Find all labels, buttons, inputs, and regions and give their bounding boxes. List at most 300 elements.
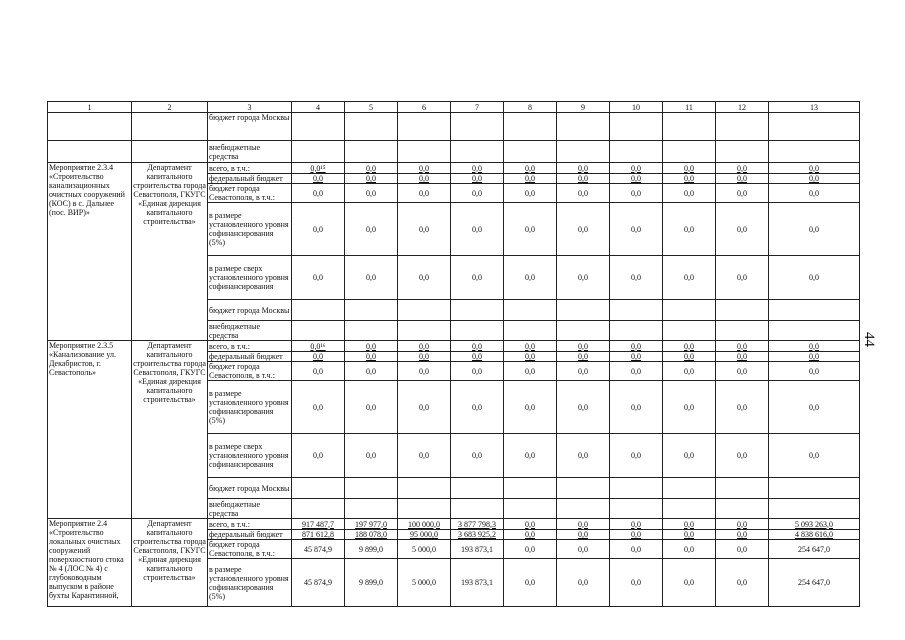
value-text: 193 873,1 [461, 578, 493, 587]
source-label: внебюджетные средства [208, 141, 292, 163]
value-cell [292, 530, 345, 540]
value-cell [610, 559, 663, 607]
value-cell [769, 478, 860, 499]
value-cell [769, 256, 860, 300]
value-text: 917 487,7 [302, 519, 334, 529]
value-cell [663, 113, 716, 141]
value-cell [451, 434, 504, 478]
measure-name: Мероприятие 2.4 «Строительство локальных очистных сооружений поверхностного стока № 4 (ЛОС № 4) с глубоководным выпуском в районе бухты Карантинной, [48, 519, 132, 607]
value-text: 45 874,9 [304, 544, 332, 554]
value-cell [398, 362, 451, 381]
value-text: 0,0 [419, 273, 429, 282]
value-text: 5 000,0 [412, 544, 436, 554]
value-cell [610, 163, 663, 174]
header-cell: 9 [557, 102, 610, 113]
value-cell [345, 184, 398, 203]
value-text: 0,0 [631, 366, 641, 376]
value-text: 0,0 [684, 341, 694, 351]
value-cell [610, 530, 663, 540]
value-cell [504, 184, 557, 203]
source-label: федеральный бюджет [208, 530, 292, 540]
table-row [48, 113, 860, 141]
value-cell [663, 321, 716, 341]
value-cell [504, 163, 557, 174]
value-text: 871 612,8 [302, 530, 334, 539]
value-cell [663, 256, 716, 300]
value-cell [451, 256, 504, 300]
value-cell [663, 434, 716, 478]
value-text: 0,0 [809, 341, 819, 351]
value-text: 0,0 [631, 519, 641, 529]
value-cell [292, 174, 345, 184]
value-text: 0,0 [631, 402, 641, 412]
value-text: 0,0 [366, 451, 376, 460]
header-cell: 2 [132, 102, 208, 113]
header-cell: 13 [769, 102, 860, 113]
value-cell [292, 163, 345, 174]
value-cell [769, 530, 860, 540]
value-text: 0,0 [737, 352, 747, 361]
value-cell [557, 341, 610, 352]
value-cell [716, 321, 769, 341]
source-label: бюджет города Москвы [208, 478, 292, 499]
value-cell [345, 321, 398, 341]
value-cell [451, 499, 504, 519]
value-cell [610, 174, 663, 184]
value-cell [504, 341, 557, 352]
value-cell [345, 256, 398, 300]
value-text: 0,0 [472, 341, 482, 351]
value-text: 0,0 [737, 174, 747, 183]
value-text: 0,0 [525, 352, 535, 361]
value-cell [663, 341, 716, 352]
header-cell: 11 [663, 102, 716, 113]
value-text: 0,0 [809, 402, 819, 412]
value-text: 0,0 [366, 402, 376, 412]
value-cell [345, 559, 398, 607]
measure-executor: Департамент капитального строительства города Севастополя, ГКУГС «Единая дирекция капитального строительства» [132, 341, 208, 519]
value-cell [398, 478, 451, 499]
value-text: 0,0 [419, 174, 429, 183]
value-text: 0,0 [578, 451, 588, 460]
header-cell: 1 [48, 102, 132, 113]
executor-cell [132, 141, 208, 163]
value-cell [769, 540, 860, 559]
value-text: 0,0 [578, 174, 588, 183]
value-text: 0,0 [631, 163, 641, 173]
value-cell [557, 174, 610, 184]
value-text: 0,0 [684, 366, 694, 376]
value-cell [504, 519, 557, 530]
value-cell [769, 184, 860, 203]
value-cell [557, 113, 610, 141]
value-cell [292, 519, 345, 530]
value-cell [769, 174, 860, 184]
value-cell [451, 478, 504, 499]
value-cell [504, 174, 557, 184]
value-cell [345, 530, 398, 540]
value-cell [451, 341, 504, 352]
value-cell [398, 352, 451, 362]
value-cell [716, 499, 769, 519]
value-cell [663, 203, 716, 256]
measure-name-cell [48, 113, 132, 141]
value-text: 0,0 [366, 273, 376, 282]
value-text: 0,0 [472, 366, 482, 376]
value-text: 0,0 [684, 451, 694, 460]
value-cell [663, 499, 716, 519]
value-cell [716, 203, 769, 256]
value-text: 0,0 [313, 366, 323, 376]
value-cell [716, 559, 769, 607]
value-cell [716, 174, 769, 184]
value-text: 4 838 616,0 [795, 530, 833, 539]
value-cell [716, 362, 769, 381]
value-cell [663, 540, 716, 559]
value-text: 0,0 [684, 544, 694, 554]
value-cell [769, 321, 860, 341]
value-text: 0,0 [737, 366, 747, 376]
value-cell [504, 300, 557, 321]
value-text: 0,0 [525, 366, 535, 376]
value-cell [451, 362, 504, 381]
value-cell [292, 362, 345, 381]
value-cell [451, 141, 504, 163]
value-cell [292, 499, 345, 519]
table-row [48, 141, 860, 163]
value-cell [292, 113, 345, 141]
value-cell [557, 300, 610, 321]
table-row [48, 163, 860, 174]
value-cell [716, 141, 769, 163]
value-text: 0,0 [809, 366, 819, 376]
value-text: 100 000,0 [408, 519, 440, 529]
value-cell [610, 184, 663, 203]
value-text: 0,0 [684, 402, 694, 412]
value-cell [610, 141, 663, 163]
value-cell [769, 163, 860, 174]
value-text: 3 683 925,2 [458, 530, 496, 539]
value-cell [610, 300, 663, 321]
value-text: 0,0 [472, 352, 482, 361]
value-cell [451, 113, 504, 141]
value-cell [398, 203, 451, 256]
value-text: 0,0 [809, 188, 819, 198]
value-cell [504, 352, 557, 362]
value-cell [769, 559, 860, 607]
value-cell [557, 321, 610, 341]
value-cell [663, 352, 716, 362]
value-cell [610, 341, 663, 352]
header-cell: 7 [451, 102, 504, 113]
value-text: 0,0 [313, 352, 323, 361]
value-cell [451, 530, 504, 540]
value-text: 0,0 [809, 451, 819, 460]
value-text: 0,0 [578, 341, 588, 351]
value-cell [345, 300, 398, 321]
value-cell [769, 300, 860, 321]
value-cell [451, 300, 504, 321]
value-cell [769, 113, 860, 141]
value-cell [716, 530, 769, 540]
value-cell [663, 141, 716, 163]
value-text: 0,0¹⁵ [310, 163, 326, 173]
value-cell [451, 203, 504, 256]
value-text: 0,0 [525, 188, 535, 198]
value-text: 0,0 [472, 451, 482, 460]
value-cell [769, 381, 860, 434]
value-text: 0,0 [578, 578, 588, 587]
source-label: внебюджетные средства [208, 499, 292, 519]
value-cell [504, 499, 557, 519]
value-text: 0,0 [525, 341, 535, 351]
header-row [48, 102, 860, 113]
value-text: 0,0 [525, 163, 535, 173]
value-cell [345, 519, 398, 530]
value-text: 0,0 [578, 519, 588, 529]
value-cell [610, 478, 663, 499]
value-text: 0,0 [631, 341, 641, 351]
value-cell [451, 540, 504, 559]
value-cell [398, 141, 451, 163]
value-text: 0,0 [684, 224, 694, 234]
value-text: 0,0 [472, 163, 482, 173]
value-text: 0,0¹⁶ [310, 341, 326, 351]
value-text: 0,0 [578, 530, 588, 539]
value-text: 0,0 [809, 163, 819, 173]
value-cell [398, 499, 451, 519]
value-cell [663, 300, 716, 321]
value-text: 0,0 [419, 163, 429, 173]
value-text: 0,0 [366, 341, 376, 351]
value-text: 0,0 [578, 402, 588, 412]
value-text: 9 899,0 [359, 544, 383, 554]
value-text: 254 647,0 [798, 578, 830, 587]
value-cell [345, 141, 398, 163]
value-cell [504, 540, 557, 559]
value-cell [557, 540, 610, 559]
value-cell [345, 113, 398, 141]
value-text: 0,0 [472, 188, 482, 198]
table-row [48, 341, 860, 352]
value-cell [716, 163, 769, 174]
value-cell [292, 352, 345, 362]
value-cell [716, 519, 769, 530]
source-label: всего, в т.ч.: [208, 163, 292, 174]
value-cell [769, 499, 860, 519]
value-cell [716, 381, 769, 434]
value-text: 0,0 [472, 174, 482, 183]
value-cell [557, 256, 610, 300]
value-cell [398, 321, 451, 341]
value-cell [557, 184, 610, 203]
value-cell [716, 478, 769, 499]
value-text: 0,0 [578, 366, 588, 376]
value-cell [663, 184, 716, 203]
value-cell [663, 530, 716, 540]
value-cell [292, 341, 345, 352]
value-cell [292, 559, 345, 607]
value-text: 0,0 [737, 341, 747, 351]
value-text: 0,0 [737, 402, 747, 412]
value-cell [292, 141, 345, 163]
value-text: 0,0 [631, 352, 641, 361]
value-cell [716, 113, 769, 141]
value-cell [610, 362, 663, 381]
value-text: 0,0 [419, 402, 429, 412]
value-cell [610, 434, 663, 478]
measure-name-cell [48, 141, 132, 163]
value-text: 0,0 [631, 451, 641, 460]
source-label: федеральный бюджет [208, 174, 292, 184]
value-cell [345, 540, 398, 559]
value-text: 9 899,0 [359, 578, 383, 587]
value-text: 5 093 263,0 [795, 519, 833, 529]
value-cell [610, 321, 663, 341]
value-cell [292, 381, 345, 434]
value-cell [504, 362, 557, 381]
value-cell [769, 519, 860, 530]
value-text: 0,0 [366, 352, 376, 361]
value-cell [610, 113, 663, 141]
budget-table [47, 101, 860, 607]
value-cell [451, 184, 504, 203]
source-label: внебюджетные средства [208, 321, 292, 341]
value-cell [769, 352, 860, 362]
source-label: бюджет города Севастополя, в т.ч.: [208, 540, 292, 559]
value-text: 0,0 [737, 224, 747, 234]
value-cell [769, 341, 860, 352]
measure-executor: Департамент капитального строительства города Севастополя, ГКУГС «Единая дирекция капитального строительства» [132, 519, 208, 607]
value-cell [716, 540, 769, 559]
source-label: в размере установленного уровня софинансирования (5%) [208, 381, 292, 434]
value-cell [504, 381, 557, 434]
value-cell [716, 434, 769, 478]
value-text: 5 000,0 [412, 578, 436, 587]
value-cell [769, 434, 860, 478]
measure-name: Мероприятие 2.3.5 «Канализование ул. Декабристов, г. Севастополь» [48, 341, 132, 519]
source-label: бюджет города Москвы [208, 113, 292, 141]
source-label: всего, в т.ч.: [208, 519, 292, 530]
source-label: федеральный бюджет [208, 352, 292, 362]
value-cell [504, 321, 557, 341]
value-cell [716, 352, 769, 362]
value-cell [451, 163, 504, 174]
value-text: 0,0 [809, 224, 819, 234]
value-cell [398, 519, 451, 530]
value-cell [345, 341, 398, 352]
value-text: 0,0 [366, 188, 376, 198]
value-text: 0,0 [684, 273, 694, 282]
source-label: в размере установленного уровня софинансирования (5%) [208, 203, 292, 256]
value-cell [557, 141, 610, 163]
value-text: 3 877 798,3 [458, 519, 496, 529]
value-text: 0,0 [631, 174, 641, 183]
value-text: 0,0 [578, 544, 588, 554]
value-cell [292, 203, 345, 256]
value-text: 0,0 [737, 188, 747, 198]
header-cell: 3 [208, 102, 292, 113]
value-cell [398, 163, 451, 174]
value-cell [345, 478, 398, 499]
value-cell [504, 478, 557, 499]
value-text: 0,0 [525, 224, 535, 234]
value-cell [451, 352, 504, 362]
value-cell [610, 203, 663, 256]
value-text: 0,0 [472, 224, 482, 234]
value-cell [451, 174, 504, 184]
value-text: 0,0 [737, 273, 747, 282]
value-cell [557, 559, 610, 607]
value-cell [557, 499, 610, 519]
value-cell [504, 113, 557, 141]
value-cell [610, 256, 663, 300]
value-text: 0,0 [419, 224, 429, 234]
value-cell [292, 300, 345, 321]
source-label: бюджет города Севастополя, в т.ч.: [208, 362, 292, 381]
value-text: 197 977,0 [355, 519, 387, 529]
value-cell [663, 163, 716, 174]
value-cell [557, 434, 610, 478]
value-text: 0,0 [419, 352, 429, 361]
value-cell [398, 256, 451, 300]
value-text: 193 873,1 [461, 544, 493, 554]
value-cell [504, 141, 557, 163]
source-label: бюджет города Москвы [208, 300, 292, 321]
value-text: 0,0 [737, 163, 747, 173]
value-text: 0,0 [684, 188, 694, 198]
value-text: 0,0 [737, 519, 747, 529]
value-text: 0,0 [525, 530, 535, 539]
value-text: 0,0 [366, 366, 376, 376]
value-cell [451, 519, 504, 530]
value-cell [504, 434, 557, 478]
value-cell [345, 362, 398, 381]
value-text: 0,0 [737, 530, 747, 539]
value-text: 0,0 [684, 352, 694, 361]
value-cell [398, 434, 451, 478]
value-cell [504, 256, 557, 300]
value-cell [345, 163, 398, 174]
value-cell [398, 174, 451, 184]
value-cell [557, 362, 610, 381]
value-cell [451, 321, 504, 341]
value-text: 0,0 [578, 352, 588, 361]
table-row [48, 519, 860, 530]
value-cell [292, 434, 345, 478]
value-text: 0,0 [578, 273, 588, 282]
value-cell [557, 530, 610, 540]
value-cell [769, 203, 860, 256]
value-text: 0,0 [419, 341, 429, 351]
value-cell [398, 113, 451, 141]
value-text: 0,0 [313, 224, 323, 234]
value-cell [610, 540, 663, 559]
value-cell [769, 362, 860, 381]
value-cell [769, 141, 860, 163]
value-text: 0,0 [578, 163, 588, 173]
value-text: 0,0 [525, 451, 535, 460]
value-cell [345, 203, 398, 256]
value-text: 0,0 [313, 273, 323, 282]
value-text: 0,0 [313, 174, 323, 183]
value-cell [610, 499, 663, 519]
value-text: 0,0 [366, 174, 376, 183]
value-cell [292, 256, 345, 300]
source-label: в размере сверх установленного уровня софинансирования [208, 434, 292, 478]
value-cell [451, 381, 504, 434]
value-text: 0,0 [525, 544, 535, 554]
